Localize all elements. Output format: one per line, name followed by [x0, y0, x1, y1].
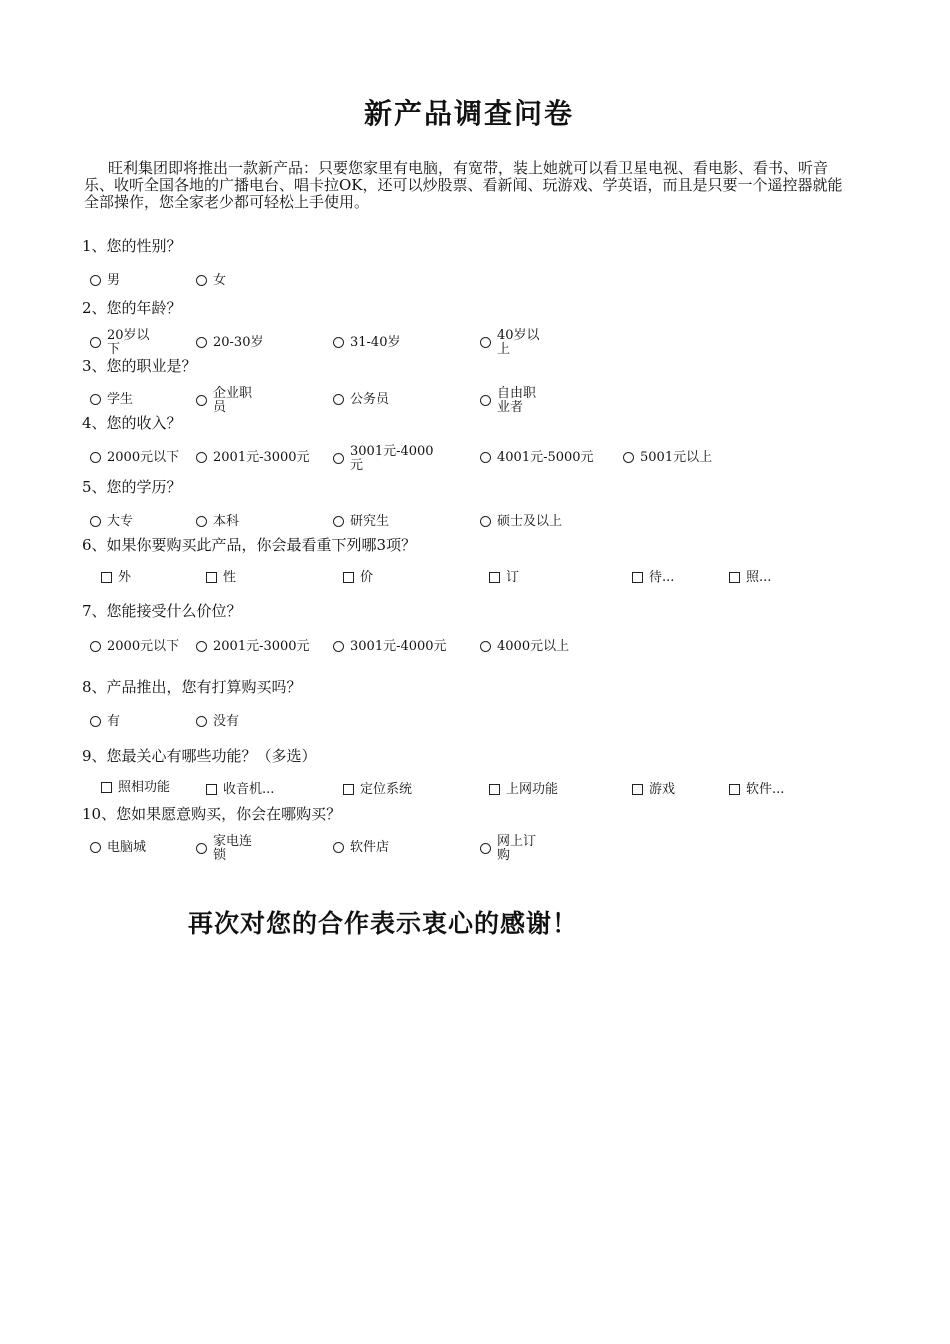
option-q2-1[interactable]: 20岁以下: [90, 329, 153, 357]
radio-icon[interactable]: [90, 452, 101, 463]
checkbox-icon[interactable]: [489, 572, 500, 583]
radio-icon[interactable]: [333, 842, 344, 853]
question-6: 6、如果你要购买此产品，你会最看重下列哪3项？: [82, 536, 417, 554]
checkbox-icon[interactable]: [632, 572, 643, 583]
option-q4-3[interactable]: 3001元-4000元: [333, 445, 436, 473]
radio-icon[interactable]: [196, 641, 207, 652]
radio-icon[interactable]: [90, 337, 101, 348]
checkbox-icon[interactable]: [343, 784, 354, 795]
option-q1-male[interactable]: 男: [90, 274, 120, 288]
radio-icon[interactable]: [90, 275, 101, 286]
radio-icon[interactable]: [90, 516, 101, 527]
option-q10-1[interactable]: 电脑城: [90, 841, 146, 855]
checkbox-icon[interactable]: [343, 572, 354, 583]
option-q10-3[interactable]: 软件店: [333, 841, 389, 855]
radio-icon[interactable]: [196, 337, 207, 348]
radio-icon[interactable]: [480, 516, 491, 527]
question-5: 5、您的学历？: [82, 478, 182, 496]
radio-icon[interactable]: [196, 395, 207, 406]
option-q4-5[interactable]: 5001元以上: [623, 451, 712, 465]
option-q9-4[interactable]: 上网功能: [489, 783, 558, 797]
option-q5-3[interactable]: 研究生: [333, 515, 389, 529]
option-q2-3[interactable]: 31-40岁: [333, 336, 400, 350]
option-q9-2[interactable]: 收音机...: [206, 783, 274, 797]
option-q3-4[interactable]: 自由职业者: [480, 387, 543, 415]
radio-icon[interactable]: [90, 394, 101, 405]
thanks-message: 再次对您的合作表示衷心的感谢！: [188, 909, 579, 938]
radio-icon[interactable]: [90, 842, 101, 853]
option-q6-5[interactable]: 待...: [632, 571, 674, 585]
option-q4-2[interactable]: 2001元-3000元: [196, 451, 310, 465]
radio-icon[interactable]: [196, 516, 207, 527]
checkbox-icon[interactable]: [489, 784, 500, 795]
option-q10-2[interactable]: 家电连锁: [196, 835, 259, 863]
option-q6-4[interactable]: 订: [489, 571, 519, 585]
question-8: 8、产品推出，您有打算购买吗？: [82, 678, 302, 696]
radio-icon[interactable]: [90, 716, 101, 727]
radio-icon[interactable]: [480, 337, 491, 348]
option-q4-1[interactable]: 2000元以下: [90, 451, 179, 465]
option-q5-1[interactable]: 大专: [90, 515, 133, 529]
option-q6-1[interactable]: 外: [101, 571, 131, 585]
radio-icon[interactable]: [333, 337, 344, 348]
option-q8-2[interactable]: 没有: [196, 715, 239, 729]
question-10: 10、您如果愿意购买，你会在哪购买？: [82, 805, 342, 823]
radio-icon[interactable]: [480, 641, 491, 652]
checkbox-icon[interactable]: [101, 782, 112, 793]
option-q2-4[interactable]: 40岁以上: [480, 329, 543, 357]
question-1: 1、您的性别？: [82, 237, 182, 255]
option-q8-1[interactable]: 有: [90, 715, 120, 729]
question-9: 9、您最关心有哪些功能？（多选）: [82, 747, 317, 765]
option-q9-1[interactable]: 照相功能: [101, 781, 170, 795]
option-q3-2[interactable]: 企业职员: [196, 387, 259, 415]
option-q6-2[interactable]: 性: [206, 571, 236, 585]
question-3: 3、您的职业是？: [82, 357, 197, 375]
radio-icon[interactable]: [480, 843, 491, 854]
option-q5-4[interactable]: 硕士及以上: [480, 515, 562, 529]
option-q2-2[interactable]: 20-30岁: [196, 336, 263, 350]
option-q1-female[interactable]: 女: [196, 274, 226, 288]
radio-icon[interactable]: [480, 395, 491, 406]
page-title: 新产品调查问卷: [363, 97, 574, 130]
option-q6-6[interactable]: 照...: [729, 571, 771, 585]
radio-icon[interactable]: [196, 716, 207, 727]
radio-icon[interactable]: [480, 452, 491, 463]
radio-icon[interactable]: [90, 641, 101, 652]
radio-icon[interactable]: [196, 452, 207, 463]
radio-icon[interactable]: [196, 843, 207, 854]
option-q3-1[interactable]: 学生: [90, 393, 133, 407]
question-4: 4、您的收入？: [82, 414, 182, 432]
option-q7-1[interactable]: 2000元以下: [90, 640, 179, 654]
option-q9-3[interactable]: 定位系统: [343, 783, 412, 797]
option-q7-2[interactable]: 2001元-3000元: [196, 640, 310, 654]
option-q3-3[interactable]: 公务员: [333, 393, 389, 407]
option-q7-4[interactable]: 4000元以上: [480, 640, 569, 654]
option-q5-2[interactable]: 本科: [196, 515, 239, 529]
option-q6-3[interactable]: 价: [343, 571, 373, 585]
radio-icon[interactable]: [196, 275, 207, 286]
radio-icon[interactable]: [623, 452, 634, 463]
question-7: 7、您能接受什么价位？: [82, 602, 242, 620]
checkbox-icon[interactable]: [101, 572, 112, 583]
checkbox-icon[interactable]: [729, 572, 740, 583]
radio-icon[interactable]: [333, 453, 344, 464]
intro-paragraph: 旺利集团即将推出一款新产品：只要您家里有电脑，有宽带，装上她就可以看卫星电视、看电影、看书、听音乐、收听全国各地的广播电台、唱卡拉OK，还可以炒股票、看新闻、玩游戏、学英语，而且是只要一个遥控器就能全部操作，您全家老少都可轻松上手使用。: [84, 159, 843, 211]
option-q9-5[interactable]: 游戏: [632, 783, 675, 797]
radio-icon[interactable]: [333, 641, 344, 652]
checkbox-icon[interactable]: [206, 784, 217, 795]
question-2: 2、您的年龄？: [82, 299, 182, 317]
option-q4-4[interactable]: 4001元-5000元: [480, 451, 594, 465]
checkbox-icon[interactable]: [206, 572, 217, 583]
checkbox-icon[interactable]: [729, 784, 740, 795]
radio-icon[interactable]: [333, 516, 344, 527]
option-q7-3[interactable]: 3001元-4000元: [333, 640, 447, 654]
option-q9-6[interactable]: 软件...: [729, 783, 784, 797]
radio-icon[interactable]: [333, 394, 344, 405]
option-q10-4[interactable]: 网上订购: [480, 835, 543, 863]
checkbox-icon[interactable]: [632, 784, 643, 795]
